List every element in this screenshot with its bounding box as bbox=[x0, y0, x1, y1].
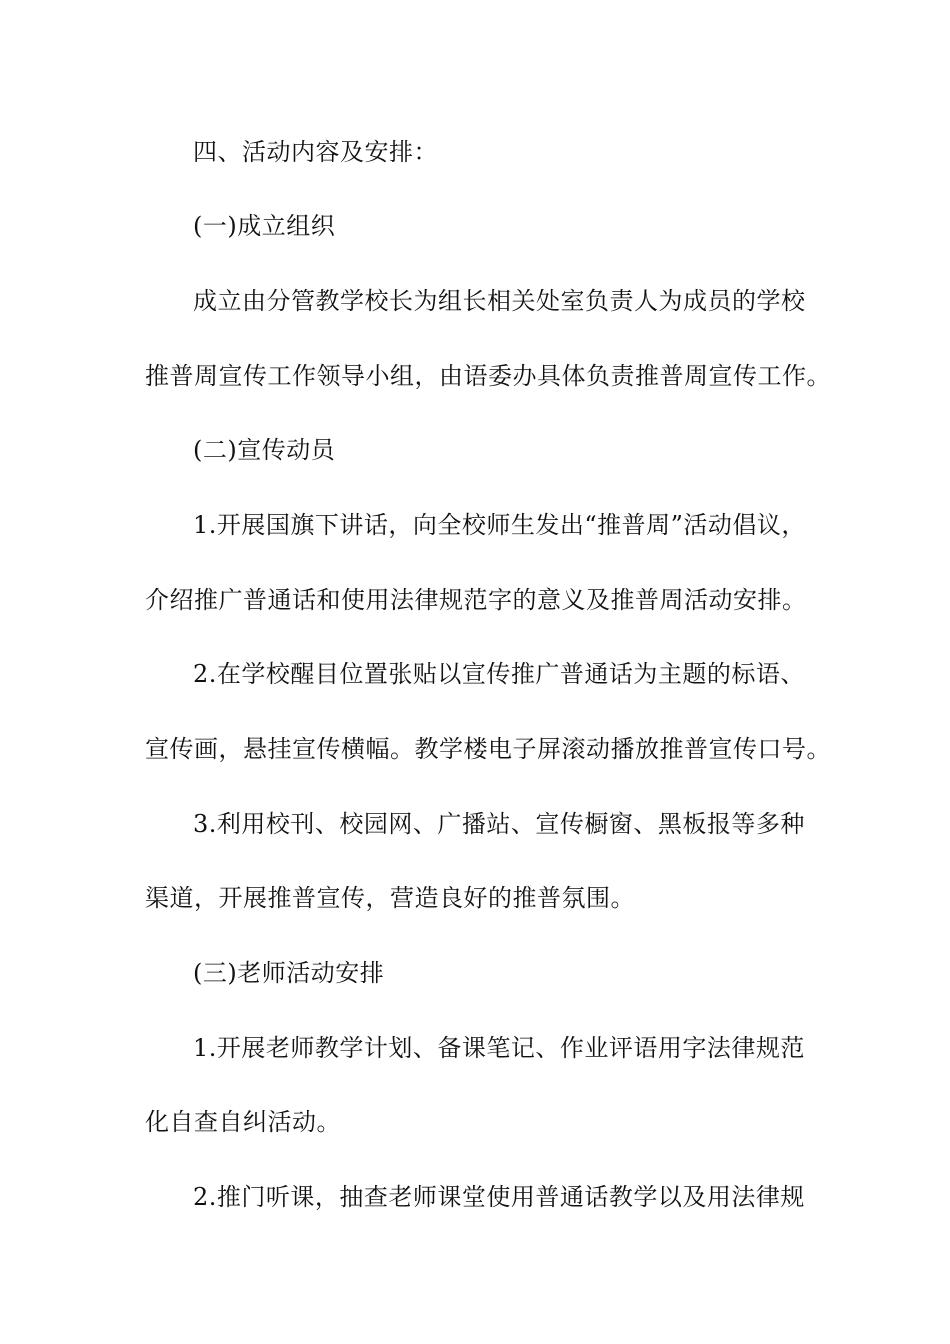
list-item-line: 3.利用校刊、校园网、广播站、宣传橱窗、黑板报等多种 bbox=[193, 810, 805, 838]
subsection-heading: (三)老师活动安排 bbox=[193, 959, 385, 987]
list-item-line: 1.开展国旗下讲话，向全校师生发出“推普周”活动倡议， bbox=[193, 511, 806, 539]
paragraph-line: 成立由分管教学校长为组长相关处室负责人为成员的学校 bbox=[193, 287, 806, 315]
list-item-line: 2.在学校醒目位置张贴以宣传推广普通话为主题的标语、 bbox=[193, 660, 805, 688]
list-item-line: 2.推门听课，抽查老师课堂使用普通话教学以及用法律规 bbox=[193, 1183, 805, 1211]
subsection-heading: (一)成立组织 bbox=[193, 212, 336, 240]
list-item-line: 介绍推广普通话和使用法律规范字的意义及推普周活动安排。 bbox=[145, 586, 807, 614]
subsection-heading: (二)宣传动员 bbox=[193, 436, 336, 464]
list-item-line: 宣传画，悬挂宣传横幅。教学楼电子屏滚动播放推普宣传口号。 bbox=[145, 735, 831, 763]
paragraph-line: 推普周宣传工作领导小组，由语委办具体负责推普周宣传工作。 bbox=[145, 362, 831, 390]
section-heading: 四、活动内容及安排： bbox=[193, 138, 438, 166]
list-item-line: 1.开展老师教学计划、备课笔记、作业评语用字法律规范 bbox=[193, 1034, 805, 1062]
list-item-line: 渠道，开展推普宣传，营造良好的推普氛围。 bbox=[145, 884, 635, 912]
list-item-line: 化自查自纠活动。 bbox=[145, 1108, 341, 1136]
